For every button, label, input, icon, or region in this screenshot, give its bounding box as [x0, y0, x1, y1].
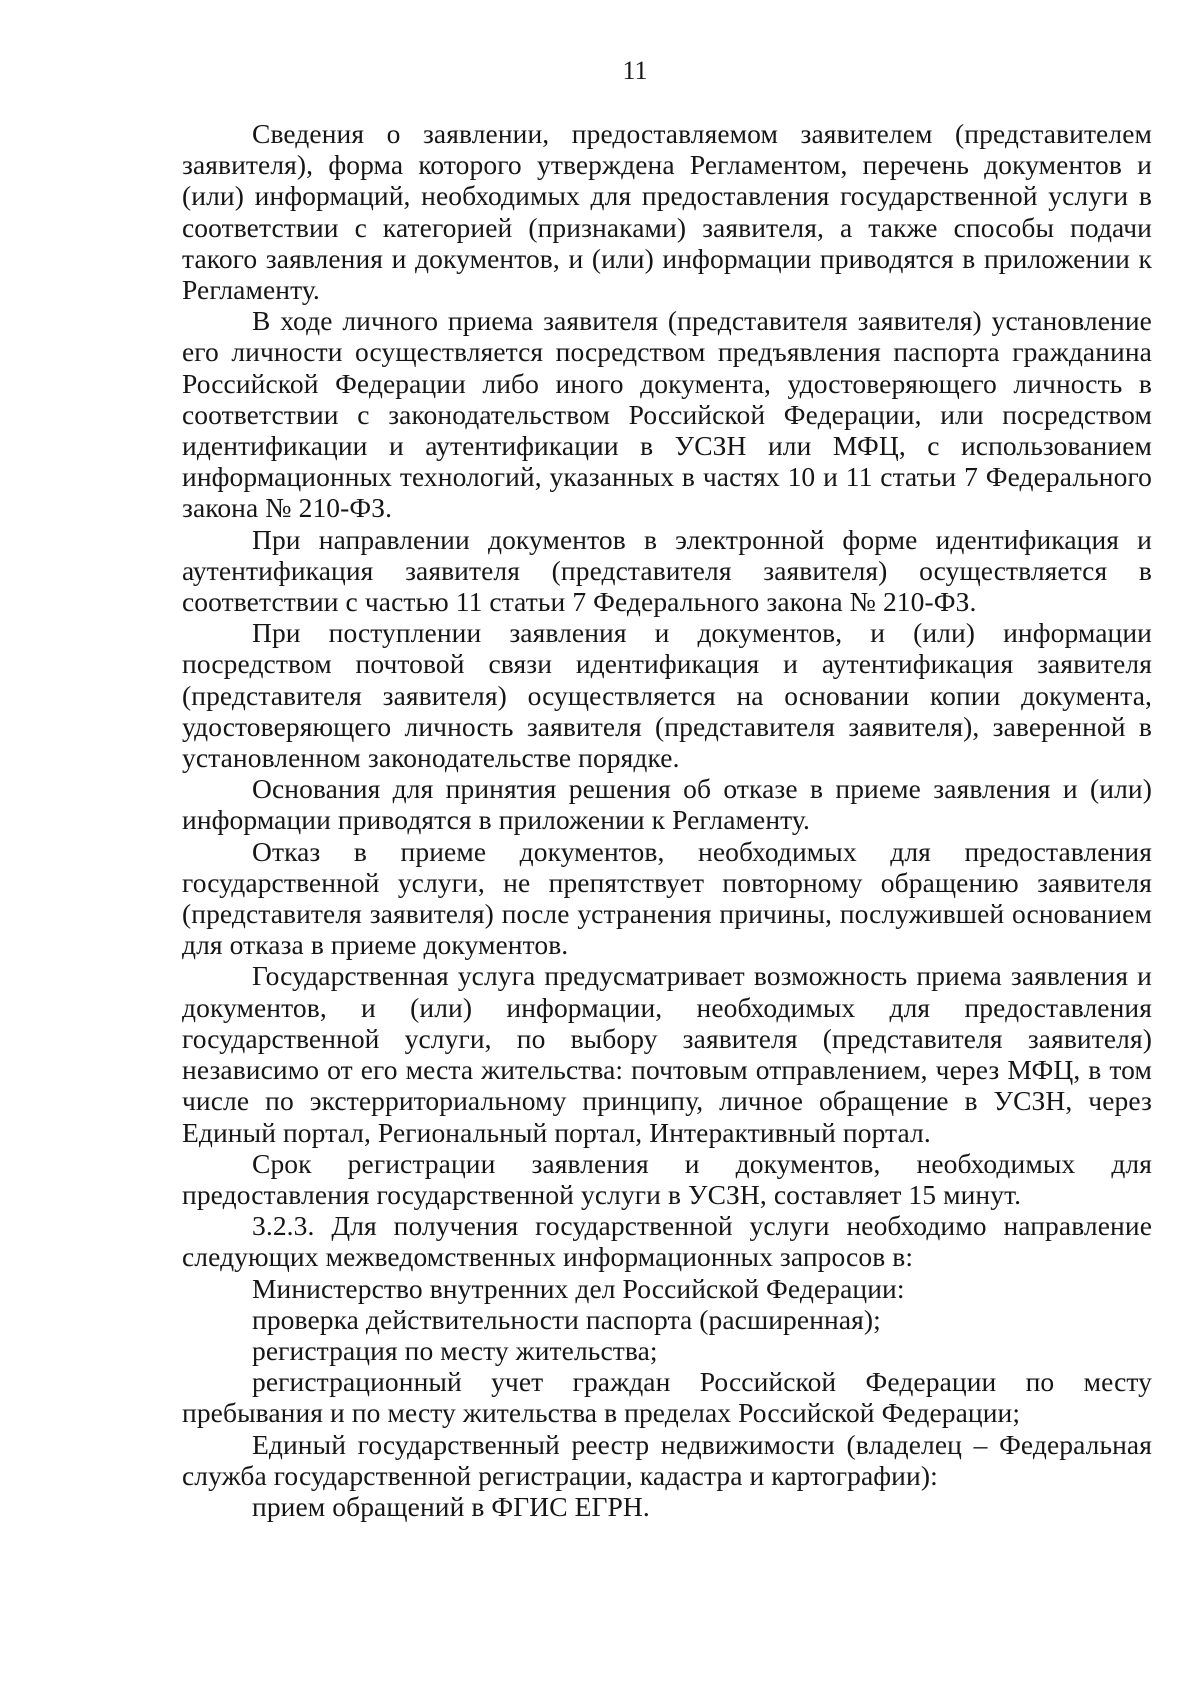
- paragraph-section-3-2-3: 3.2.3. Для получения государственной услуги необходимо направление следующих межведомственных информационных запросов в:: [182, 1210, 1152, 1273]
- paragraph-electronic-submission: При направлении документов в электронной форме идентификация и аутентификация заявителя (представителя заявителя) осуществляется в соответствии с частью 11 статьи 7 Федерального закона № 210-ФЗ.: [182, 523, 1152, 618]
- list-item-registration-accounting: регистрационный учет граждан Российской Федерации по месту пребывания и по месту жительства в пределах Российской Федерации;: [182, 1366, 1152, 1429]
- paragraph-refusal-repeat: Отказ в приеме документов, необходимых для предоставления государственной услуги, не препятствует повторному обращению заявителя (представителя заявителя) после устранения причины, послужившей основанием для отказа в приеме документов.: [182, 835, 1152, 961]
- paragraph-refusal-grounds: Основания для принятия решения об отказе в приеме заявления и (или) информации приводятся в приложении к Регламенту.: [182, 773, 1152, 836]
- paragraph-submission-methods: Государственная услуга предусматривает возможность приема заявления и документов, и (или) информации, необходимых для предоставления государственной услуги, по выбору заявителя (представителя заявителя) независимо от его места жительства: почтовым отправлением, через МФЦ, в том числе по экстерриториальному принципу, личное обращение в УСЗН, через Единый портал, Региональный портал, Интерактивный портал.: [182, 960, 1152, 1148]
- list-item-egrn: Единый государственный реестр недвижимости (владелец – Федеральная служба государственной регистрации, кадастра и картографии):: [182, 1428, 1152, 1491]
- document-body: [182, 118, 1152, 1522]
- list-item-fgis-egrn: прием обращений в ФГИС ЕГРН.: [252, 1490, 650, 1522]
- list-item-passport-check: проверка действительности паспорта (расширенная);: [252, 1303, 881, 1335]
- list-item-residence-registration: регистрация по месту жительства;: [252, 1334, 658, 1366]
- list-item-mvd: Министерство внутренних дел Российской Федерации:: [252, 1272, 905, 1304]
- paragraph-registration-term: Срок регистрации заявления и документов, необходимых для предоставления государственной услуги в УСЗН, составляет 15 минут.: [182, 1147, 1152, 1210]
- paragraph-postal-submission: При поступлении заявления и документов, и (или) информации посредством почтовой связи идентификация и аутентификация заявителя (представителя заявителя) осуществляется на основании копии документа, удостоверяющего личность заявителя (представителя заявителя), заверенной в установленном законодательстве порядке.: [182, 617, 1152, 774]
- paragraph-personal-reception: В ходе личного приема заявителя (представителя заявителя) установление его личности осуществляется посредством предъявления паспорта гражданина Российской Федерации либо иного документа, удостоверяющего личность в соответствии с законодательством Российской Федерации, или посредством идентификации и аутентификации в УСЗН или МФЦ, с использованием информационных технологий, указанных в частях 10 и 11 статьи 7 Федерального закона № 210-ФЗ.: [182, 305, 1152, 524]
- page-number: 11: [622, 56, 648, 85]
- paragraph-application-info: Сведения о заявлении, предоставляемом заявителем (представителем заявителя), форма которого утверждена Регламентом, перечень документов и (или) информаций, необходимых для предоставления государственной услуги в соответствии с категорией (признаками) заявителя, а также способы подачи такого заявления и документов, и (или) информации приводятся в приложении к Регламенту.: [182, 118, 1152, 306]
